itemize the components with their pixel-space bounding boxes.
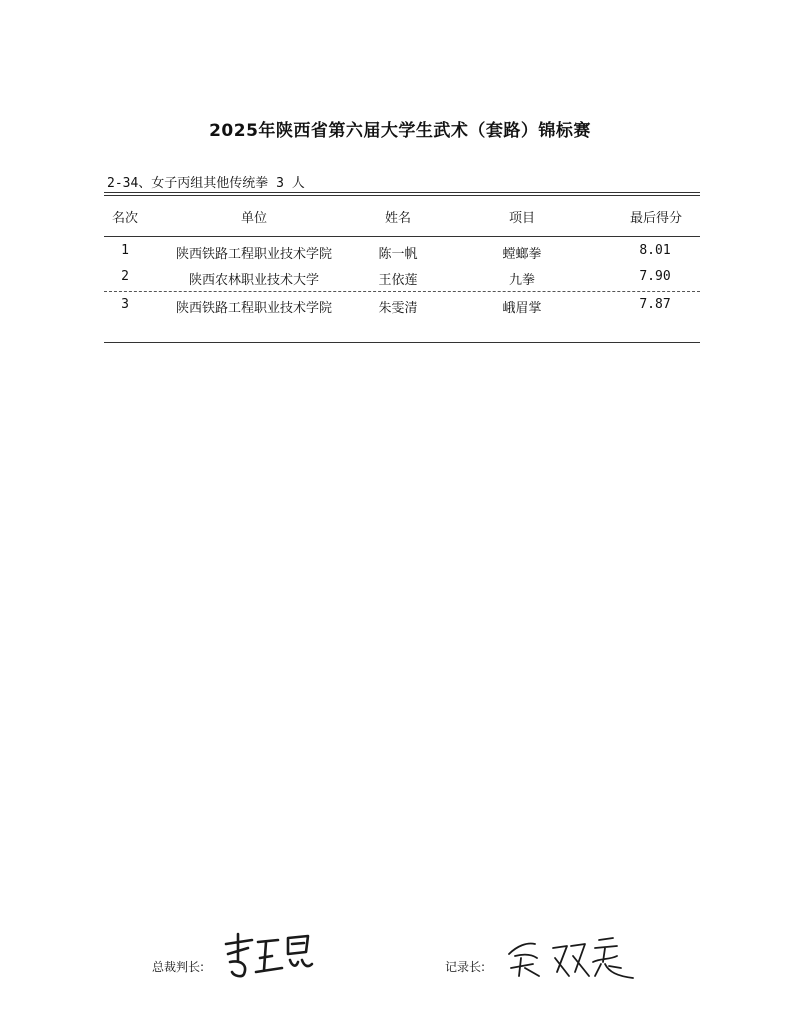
- table-row-item: 峨眉掌: [502, 301, 542, 316]
- table-row-name: 陈一帆: [378, 247, 418, 262]
- table-row-item: 九拳: [508, 273, 536, 288]
- table-row-divider: [104, 291, 700, 292]
- header-score: 最后得分: [629, 211, 683, 226]
- table-row-score: 7.90: [639, 269, 671, 284]
- recorder-signature: [505, 932, 640, 982]
- table-bottom-rule: [104, 342, 700, 343]
- table-row-item: 螳螂拳: [502, 247, 542, 262]
- chief-referee-signature: [218, 930, 318, 980]
- table-row-rank: 1: [121, 243, 129, 258]
- table-row-score: 7.87: [639, 297, 671, 312]
- recorder-label: 记录长:: [445, 960, 486, 974]
- table-row-name: 王依莲: [378, 273, 418, 288]
- event-heading: 2-34、女子丙组其他传统拳 3 人: [107, 176, 305, 191]
- header-name: 姓名: [384, 211, 412, 226]
- table-row-unit: 陕西铁路工程职业技术学院: [175, 301, 333, 316]
- table-row-score: 8.01: [639, 243, 671, 258]
- chief-referee-label: 总裁判长:: [152, 960, 205, 974]
- header-item: 项目: [508, 211, 536, 226]
- page-title: 2025年陕西省第六届大学生武术（套路）锦标赛: [209, 121, 591, 141]
- table-row-rank: 3: [121, 297, 129, 312]
- table-top-rule-inner: [104, 195, 700, 196]
- header-unit: 单位: [240, 211, 268, 226]
- table-header-rule: [104, 236, 700, 237]
- table-top-rule: [104, 192, 700, 193]
- table-row-unit: 陕西铁路工程职业技术学院: [175, 247, 333, 262]
- table-row-name: 朱雯清: [378, 301, 418, 316]
- table-row-unit: 陕西农林职业技术大学: [188, 273, 320, 288]
- header-rank: 名次: [111, 211, 139, 226]
- table-row-rank: 2: [121, 269, 129, 284]
